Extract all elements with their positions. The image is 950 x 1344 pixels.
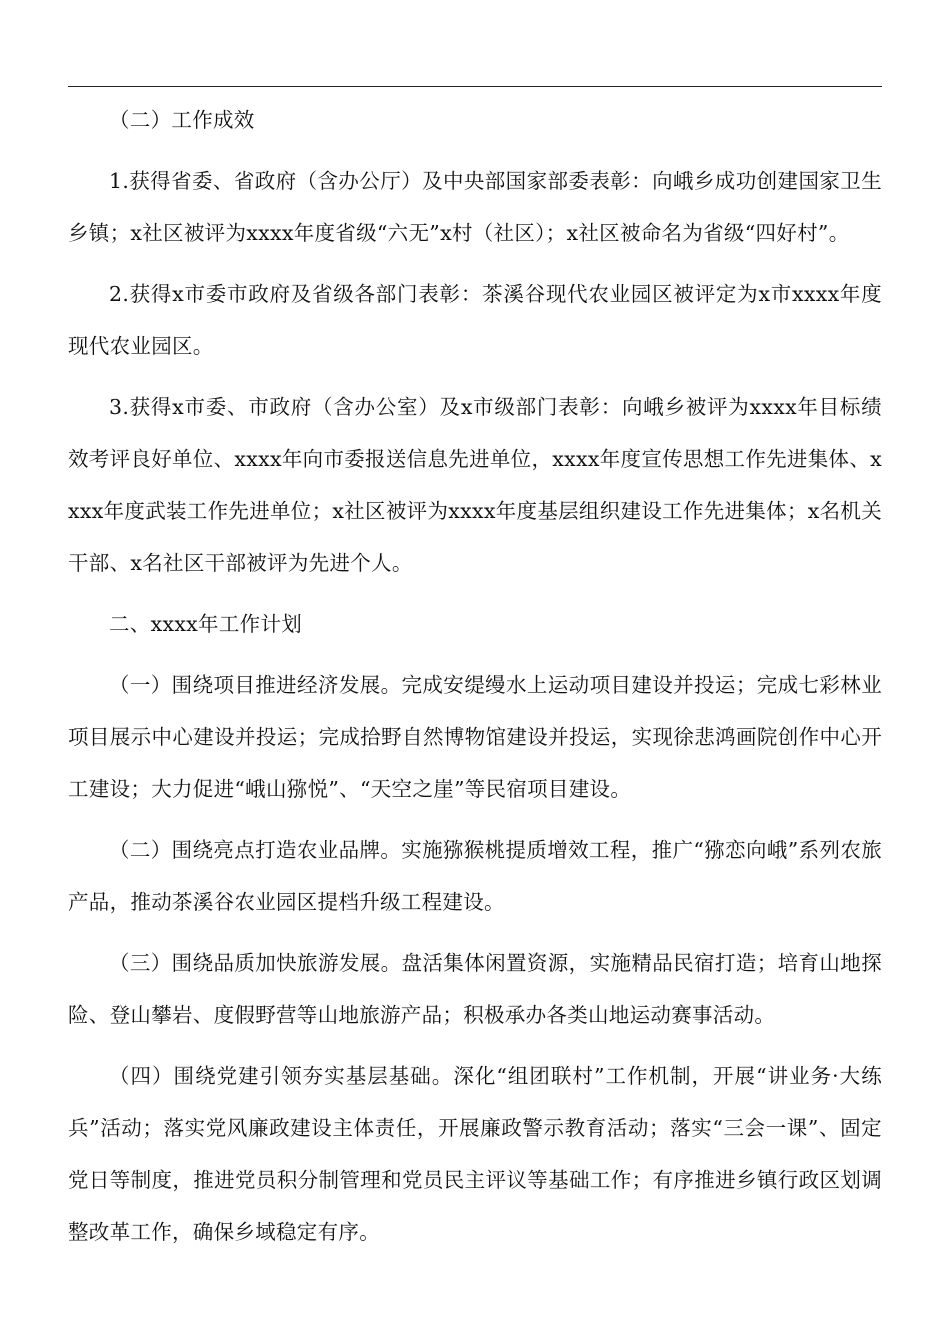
plan-item-4: （四）围绕党建引领夯实基层基础。深化“组团联村”工作机制，开展“讲业务·大练兵”活动；落实党风廉政建设主体责任，开展廉政警示教育活动；落实“三会一课”、固定党日等制度，推进党员积分制管理和党员民主评议等基础工作；有序推进乡镇行政区划调整改革工作，确保乡域稳定有序。 (68, 1064, 882, 1244)
achievement-item-2: 2.获得x市委市政府及省级各部门表彰：茶溪谷现代农业园区被评定为x市xxxx年度现代农业园区。 (68, 282, 882, 358)
achievement-item-3: 3.获得x市委、市政府（含办公室）及x市级部门表彰：向峨乡被评为xxxx年目标绩效考评良好单位、xxxx年向市委报送信息先进单位，xxxx年度宣传思想工作先进集体、xxxx年度武装工作先进单位；x社区被评为xxxx年度基层组织建设工作先进集体；x名机关干部、x名社区干部被评为先进个人。 (68, 395, 882, 575)
section-heading-plan: 二、xxxx年工作计划 (109, 612, 303, 636)
document-body (68, 94, 882, 1267)
plan-item-2: （二）围绕亮点打造农业品牌。实施猕猴桃提质增效工程，推广“猕恋向峨”系列农旅产品，推动茶溪谷农业园区提档升级工程建设。 (68, 838, 882, 914)
header-rule (68, 86, 882, 87)
section-heading-achievements: （二）工作成效 (109, 108, 255, 132)
plan-item-3: （三）围绕品质加快旅游发展。盘活集体闲置资源，实施精品民宿打造；培育山地探险、登山攀岩、度假野营等山地旅游产品；积极承办各类山地运动赛事活动。 (68, 951, 882, 1027)
plan-item-1: （一）围绕项目推进经济发展。完成安缇缦水上运动项目建设并投运；完成七彩林业项目展示中心建设并投运；完成拾野自然博物馆建设并投运，实现徐悲鸿画院创作中心开工建设；大力促进“峨山猕悦”、“天空之崖”等民宿项目建设。 (68, 673, 882, 801)
achievement-item-1: 1.获得省委、省政府（含办公厅）及中央部国家部委表彰：向峨乡成功创建国家卫生乡镇；x社区被评为xxxx年度省级“六无”x村（社区）；x社区被命名为省级“四好村”。 (68, 169, 882, 245)
